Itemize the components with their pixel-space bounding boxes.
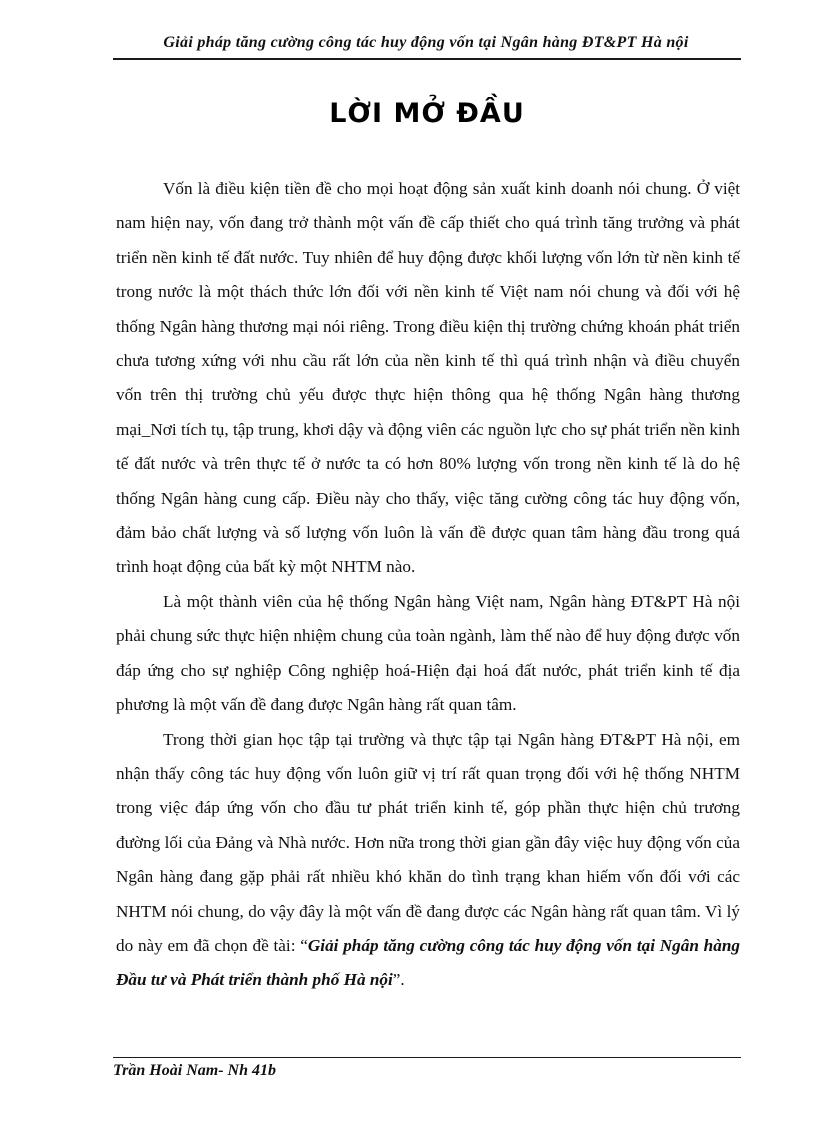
page-title: LỜI MỞ ĐẦU <box>329 98 525 129</box>
header-divider <box>113 58 741 60</box>
paragraph-3-lead: Trong thời gian học tập tại trường và thực tập tại Ngân hàng ĐT&PT Hà nội, em nhận thấy công tác huy động vốn luôn giữ vị trí rất quan trọng đối với hệ thống NHTM trong việc đáp ứng vốn cho đầu tư phát triển kinh tế, góp phần thực hiện chủ trương đường lối của Đảng và Nhà nước. Hơn nữa trong thời gian gần đây việc huy động vốn của Ngân hàng đang gặp phải rất nhiều khó khăn do tình trạng khan hiếm vốn đối với các NHTM nói chung, do vậy đây là một vấn đề đang được các Ngân hàng rất quan tâm. Vì lý do này em đã chọn đề tài: “ <box>116 729 740 955</box>
paragraph-3 <box>116 723 740 998</box>
running-header: Giải pháp tăng cường công tác huy động vốn tại Ngân hàng ĐT&PT Hà nội <box>163 34 689 51</box>
paragraph-1: Vốn là điều kiện tiền đề cho mọi hoạt động sản xuất kinh doanh nói chung. Ở việt nam hiện nay, vốn đang trở thành một vấn đề cấp thiết cho quá trình tăng trưởng và phát triển nền kinh tế đất nước. Tuy nhiên để huy động được khối lượng vốn lớn từ nền kinh tế trong nước là một thách thức lớn đối với nền kinh tế Việt nam nói chung và đối với hệ thống Ngân hàng thương mại nói riêng. Trong điều kiện thị trường chứng khoán phát triển chưa tương xứng với nhu cầu rất lớn của nền kinh tế thì quá trình nhận và điều chuyển vốn trên thị trường chủ yếu được thực hiện thông qua hệ thống Ngân hàng thương mại_Nơi tích tụ, tập trung, khơi dậy và động viên các nguồn lực cho sự phát triển nền kinh tế đất nước và trên thực tế ở nước ta có hơn 80% lượng vốn trong nền kinh tế là do hệ thống Ngân hàng cung cấp. Điều này cho thấy, việc tăng cường công tác huy động vốn, đảm bảo chất lượng và số lượng vốn luôn là vấn đề được quan tâm hàng đầu trong quá trình hoạt động của bất kỳ một NHTM nào. <box>116 179 740 577</box>
footer-divider <box>113 1057 741 1058</box>
paragraph-2: Là một thành viên của hệ thống Ngân hàng Việt nam, Ngân hàng ĐT&PT Hà nội phải chung sức thực hiện nhiệm chung của toàn ngành, làm thế nào để huy động được vốn đáp ứng cho sự nghiệp Công nghiệp hoá-Hiện đại hoá đất nước, phát triển kinh tế địa phương là một vấn đề đang được Ngân hàng rất quan tâm. <box>116 591 740 715</box>
body-text <box>116 172 740 998</box>
paragraph-3-tail: ”. <box>392 970 405 990</box>
thesis-topic: Giải pháp tăng cường công tác huy động vốn tại Ngân hàng Đầu tư và Phát triển thành phố Hà nội <box>116 935 740 990</box>
footer-author: Trần Hoài Nam- Nh 41b <box>113 1062 276 1079</box>
